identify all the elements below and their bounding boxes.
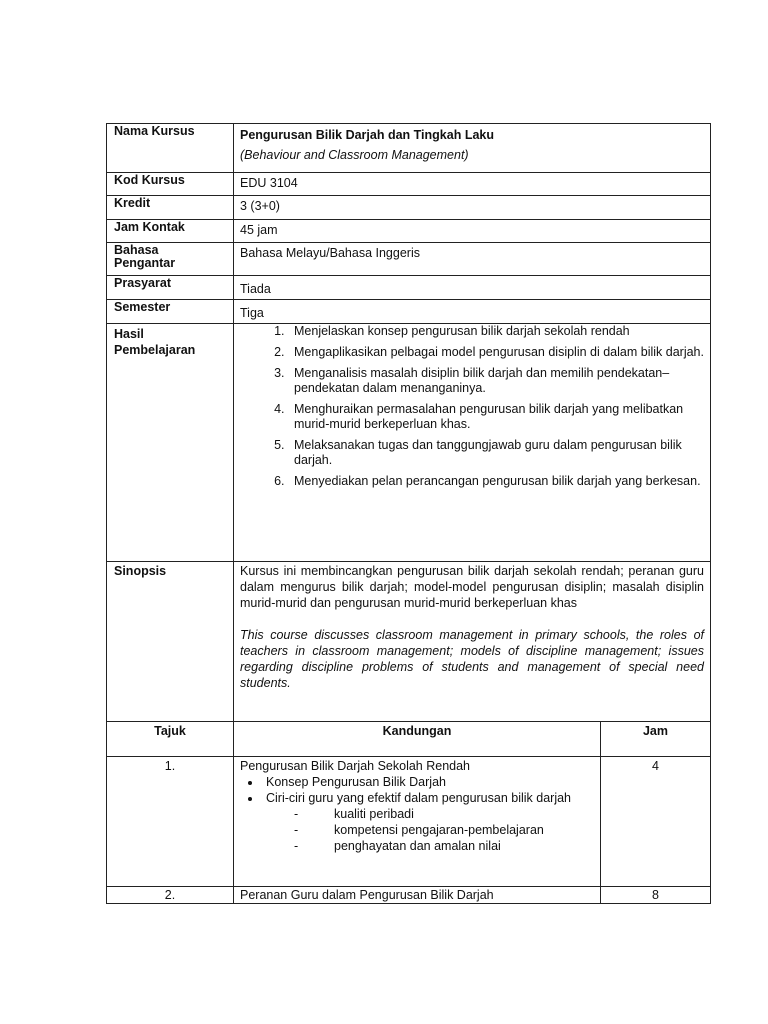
value-nama-kursus (234, 124, 711, 173)
learning-outcome-item: 3. Menganalisis masalah disiplin bilik darjah dan memilih pendekatan–pendekatan dalam menanganinya. (288, 366, 704, 396)
value-hasil-pembelajaran (234, 324, 711, 562)
topic-subitem-text: kompetensi pengajaran-pembelajaran (334, 822, 544, 837)
header-kandungan: Kandungan (234, 721, 601, 756)
topic-number: 1. (107, 756, 234, 886)
row-nama-kursus (107, 124, 711, 173)
value-jam-kontak: 45 jam (234, 220, 711, 243)
row-kredit (107, 196, 711, 220)
topic-bullet-list (240, 774, 594, 806)
topic-row-1 (107, 756, 711, 886)
dash-marker: - (294, 822, 299, 837)
label-bahasa-line2: Pengantar (114, 256, 176, 270)
label-hasil-line1: Hasil (114, 327, 144, 341)
label-sinopsis: Sinopsis (107, 562, 234, 722)
topic-title: Pengurusan Bilik Darjah Sekolah Rendah (240, 758, 471, 773)
value-prasyarat: Tiada (234, 276, 711, 300)
topic-subitem-text: penghayatan dan amalan nilai (334, 838, 501, 853)
topic-subitem (240, 838, 594, 854)
label-semester: Semester (107, 300, 234, 324)
learning-outcomes-list (240, 324, 704, 489)
label-kod-kursus: Kod Kursus (107, 173, 234, 196)
value-semester: Tiga (234, 300, 711, 324)
learning-outcome-item: 1. Menjelaskan konsep pengurusan bilik darjah sekolah rendah (288, 324, 704, 339)
label-prasyarat: Prasyarat (107, 276, 234, 300)
row-sinopsis (107, 562, 711, 722)
topic-subitem-text: kualiti peribadi (334, 806, 414, 821)
row-prasyarat (107, 276, 711, 300)
topic-bullet-item: • Konsep Pengurusan Bilik Darjah (262, 774, 594, 790)
row-bahasa-pengantar (107, 243, 711, 276)
row-hasil-pembelajaran (107, 324, 711, 562)
value-kredit: 3 (3+0) (234, 196, 711, 220)
header-jam: Jam (601, 721, 711, 756)
topic-hours: 4 (601, 756, 711, 886)
topic-subitem (240, 806, 594, 822)
course-subtitle: (Behaviour and Classroom Management) (240, 148, 469, 162)
course-document (106, 123, 710, 904)
label-bahasa-pengantar (107, 243, 234, 276)
course-info-table (106, 123, 711, 722)
topic-number: 2. (107, 886, 234, 903)
topic-content (234, 756, 601, 886)
topic-title: Peranan Guru dalam Pengurusan Bilik Darjah (234, 886, 601, 903)
topic-bullet-item: • Ciri-ciri guru yang efektif dalam pengurusan bilik darjah (262, 790, 594, 806)
course-title: Pengurusan Bilik Darjah dan Tingkah Laku (240, 128, 494, 142)
row-jam-kontak (107, 220, 711, 243)
learning-outcome-item: 2. Mengaplikasikan pelbagai model pengurusan disiplin di dalam bilik darjah. (288, 345, 704, 360)
value-kod-kursus: EDU 3104 (234, 173, 711, 196)
label-kredit: Kredit (107, 196, 234, 220)
topic-hours: 8 (601, 886, 711, 903)
label-jam-kontak: Jam Kontak (107, 220, 234, 243)
label-hasil-line2: Pembelajaran (114, 343, 196, 357)
row-semester (107, 300, 711, 324)
learning-outcome-item: 4. Menghuraikan permasalahan pengurusan bilik darjah yang melibatkan murid-murid berkeperluan khas. (288, 402, 704, 432)
row-kod-kursus (107, 173, 711, 196)
topics-table (106, 721, 711, 904)
dash-marker: - (294, 806, 299, 821)
synopsis-english: This course discusses classroom management in primary schools, the roles of teachers in classroom management; models of discipline management; issues regarding discipline problems of students and management of special need students. (240, 628, 704, 690)
label-hasil-pembelajaran (107, 324, 234, 562)
learning-outcome-item: 5. Melaksanakan tugas dan tanggungjawab guru dalam pengurusan bilik darjah. (288, 438, 704, 468)
synopsis-malay: Kursus ini membincangkan pengurusan bilik darjah sekolah rendah; peranan guru dalam mengurus bilik darjah; model-model pengurusan disiplin; masalah disiplin murid-murid dan pengurusan murid-murid berkeperluan khas (240, 564, 704, 610)
learning-outcome-item: 6. Menyediakan pelan perancangan pengurusan bilik darjah yang berkesan. (288, 474, 704, 489)
topic-row-2 (107, 886, 711, 903)
label-nama-kursus: Nama Kursus (107, 124, 234, 173)
label-bahasa-line1: Bahasa (114, 243, 159, 257)
header-tajuk: Tajuk (107, 721, 234, 756)
value-sinopsis (234, 562, 711, 722)
value-bahasa-pengantar: Bahasa Melayu/Bahasa Inggeris (234, 243, 711, 276)
dash-marker: - (294, 838, 299, 853)
topic-subitem (240, 822, 594, 838)
topics-header-row (107, 721, 711, 756)
